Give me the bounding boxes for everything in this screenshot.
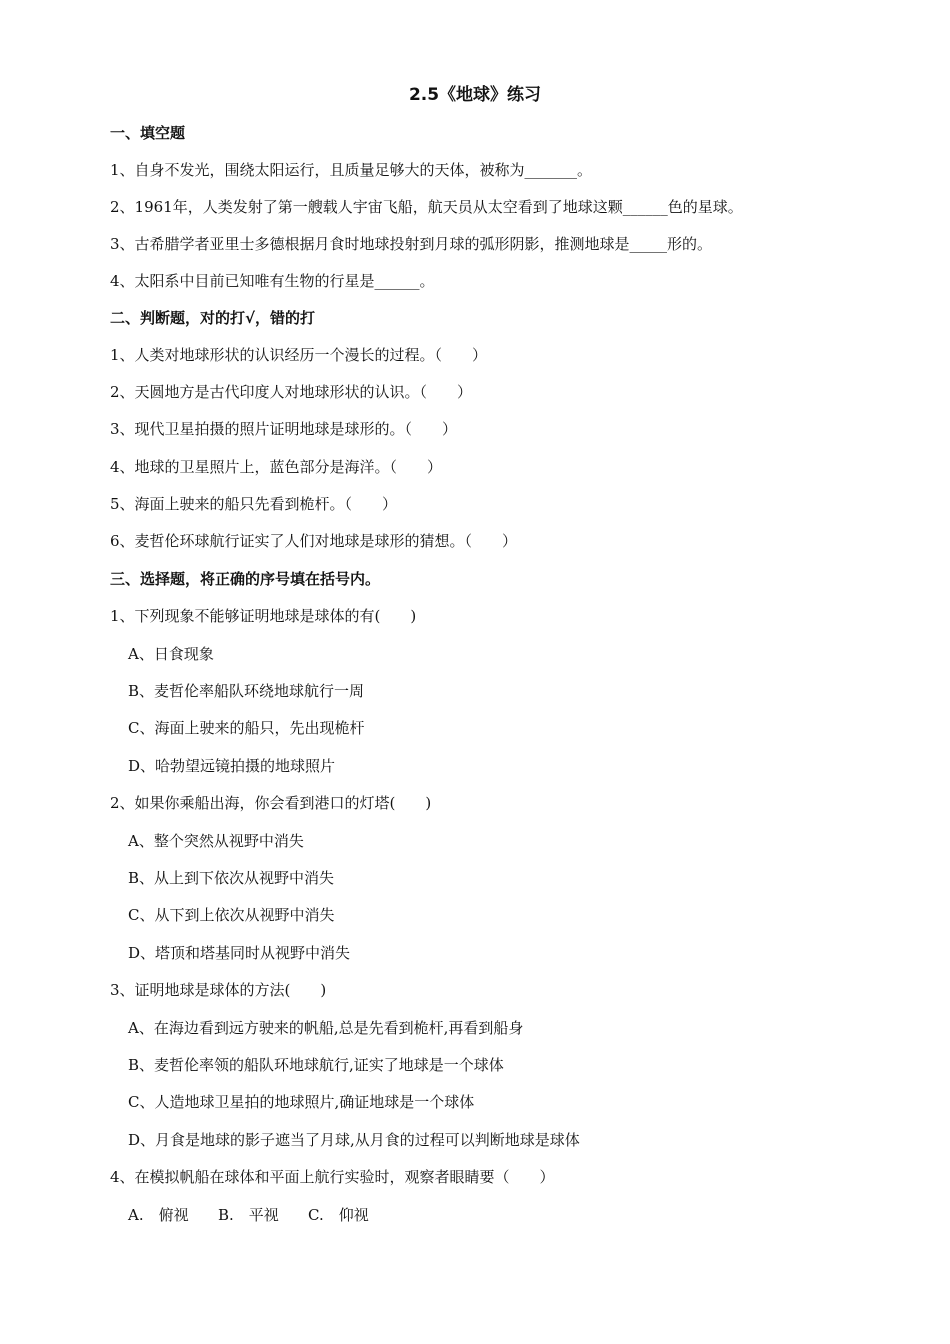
choice-question-3-stem: 3、证明地球是球体的方法( ) — [110, 981, 327, 999]
fill-blank-question-4: 4、太阳系中目前已知唯有生物的行星是______。 — [110, 272, 435, 290]
fill-blank-question-1: 1、自身不发光，围绕太阳运行，且质量足够大的天体，被称为_______。 — [110, 161, 593, 179]
choice-question-2-stem: 2、如果你乘船出海，你会看到港口的灯塔( ) — [110, 794, 432, 812]
true-false-question-4: 4、地球的卫星照片上，蓝色部分是海洋。（ ） — [110, 458, 443, 476]
true-false-question-5: 5、海面上驶来的船只先看到桅杆。（ ） — [110, 495, 398, 513]
true-false-question-2: 2、天圆地方是古代印度人对地球形状的认识。（ ） — [110, 383, 473, 401]
choice-question-2-option-a: A、整个突然从视野中消失 — [128, 832, 304, 850]
true-false-question-1: 1、人类对地球形状的认识经历一个漫长的过程。（ ） — [110, 346, 488, 364]
fill-blank-question-3: 3、古希腊学者亚里士多德根据月食时地球投射到月球的弧形阴影，推测地球是_____形的。 — [110, 235, 713, 253]
choice-question-2-option-d: D、塔顶和塔基同时从视野中消失 — [128, 944, 351, 962]
choice-question-4-option-c: C. 仰视 — [308, 1206, 369, 1224]
choice-question-2-option-c: C、从下到上依次从视野中消失 — [128, 906, 335, 924]
fill-blank-question-2: 2、1961年，人类发射了第一艘载人宇宙飞船，航天员从太空看到了地球这颗______色的星球。 — [110, 198, 743, 216]
section-heading-true-false: 二、判断题，对的打√，错的打 — [110, 309, 316, 327]
section-heading-fill-blank: 一、填空题 — [110, 124, 186, 142]
page-title: 2.5《地球》练习 — [408, 85, 542, 105]
choice-question-3-option-c: C、人造地球卫星拍的地球照片,确证地球是一个球体 — [128, 1093, 475, 1111]
choice-question-1-option-c: C、海面上驶来的船只，先出现桅杆 — [128, 719, 365, 737]
choice-question-3-option-d: D、月食是地球的影子遮当了月球,从月食的过程可以判断地球是球体 — [128, 1131, 580, 1149]
true-false-question-3: 3、现代卫星拍摄的照片证明地球是球形的。（ ） — [110, 420, 458, 438]
choice-question-4-option-a: A. 俯视 — [128, 1206, 189, 1224]
choice-question-2-option-b: B、从上到下依次从视野中消失 — [128, 869, 335, 887]
true-false-question-6: 6、麦哲伦环球航行证实了人们对地球是球形的猜想。（ ） — [110, 532, 518, 550]
choice-question-4-option-b: B. 平视 — [218, 1206, 279, 1224]
choice-question-1-stem: 1、下列现象不能够证明地球是球体的有( ) — [110, 607, 417, 625]
choice-question-4-options — [128, 1204, 369, 1226]
choice-question-1-option-b: B、麦哲伦率船队环绕地球航行一周 — [128, 682, 365, 700]
choice-question-1-option-d: D、哈勃望远镜拍摄的地球照片 — [128, 757, 336, 775]
choice-question-4-stem: 4、在模拟帆船在球体和平面上航行实验时，观察者眼睛要（ ） — [110, 1168, 555, 1186]
choice-question-3-option-b: B、麦哲伦率领的船队环地球航行,证实了地球是一个球体 — [128, 1056, 504, 1074]
choice-question-1-option-a: A、日食现象 — [128, 645, 214, 663]
choice-question-3-option-a: A、在海边看到远方驶来的帆船,总是先看到桅杆,再看到船身 — [128, 1019, 524, 1037]
section-heading-multiple-choice: 三、选择题，将正确的序号填在括号内。 — [110, 570, 381, 588]
